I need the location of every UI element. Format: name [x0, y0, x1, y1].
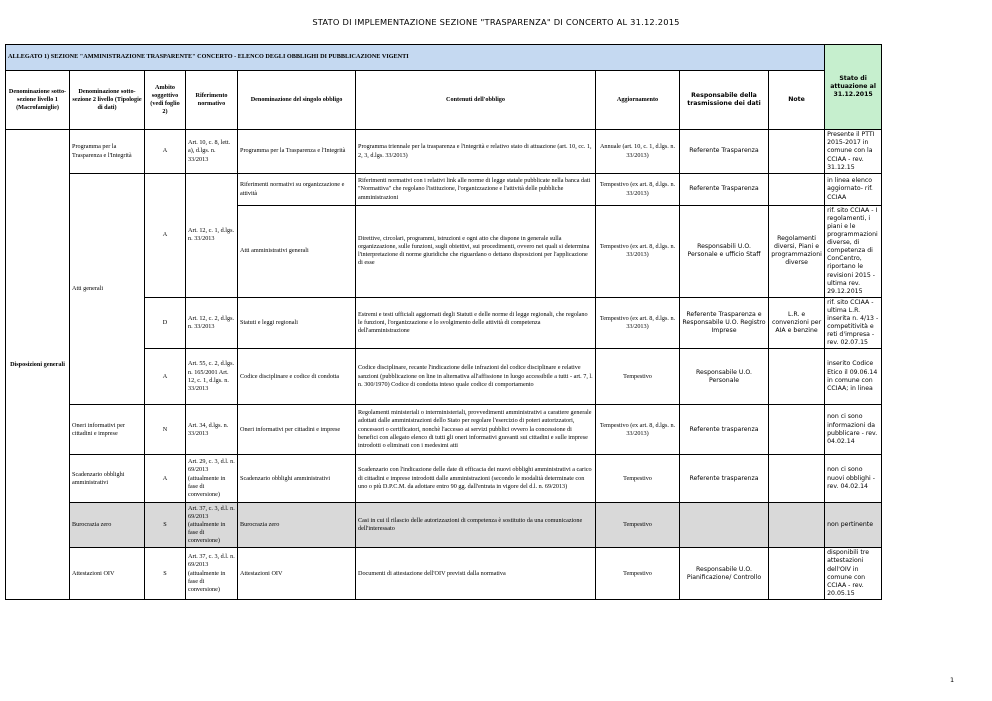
row-scope: A — [145, 349, 186, 405]
row-status: Presente il PTTI 2015-2017 in comune con la CCIAA - rev. 31.12.15 — [825, 130, 882, 174]
obligations-table — [5, 44, 882, 600]
row-obligation: Oneri informativi per cittadini e imprese — [238, 405, 356, 455]
row-update: Tempestivo (ex art. 8, d.lgs. n. 33/2013) — [596, 174, 680, 206]
table-row — [6, 174, 882, 206]
row-obligation: Statuti e leggi regionali — [238, 297, 356, 348]
header-row — [6, 71, 882, 130]
row-status: rif. sito CCIAA - I regolamenti, i piani e le programmazioni diverse, di competenza di ConCentro, riportano le revisioni 2015 - ultima rev. 29.12.2015 — [825, 206, 882, 298]
row-contents: Regolamenti ministeriali o interministeriali, provvedimenti amministrativi a carattere generale adottati dalle amministrazioni dello Stato per regolare l'esercizio di poteri autorizzatori, concessori o certificatori, nonchè l'accesso ai servizi pubblici ovvero la concessione di benefici con allegato elenco di tutti gli oneri informativi gravanti sui cittadini e sulle imprese introdotti o eliminati con i medesimi atti — [356, 405, 596, 455]
row-sub: Scadenzario obblighi amministrativi — [70, 455, 145, 503]
row-notes — [769, 405, 825, 455]
row-update: Tempestivo (ex art. 8, d.lgs. n. 33/2013) — [596, 405, 680, 455]
row-responsible: Referente trasparenza — [680, 405, 769, 455]
row-notes — [769, 174, 825, 206]
row-notes — [769, 349, 825, 405]
macro-family-cell: Disposizioni generali — [6, 130, 70, 600]
status-column-header: Stato di attuazione al 31.12.2015 — [825, 45, 882, 130]
row-notes — [769, 130, 825, 174]
row-obligation: Burocrazia zero — [238, 503, 356, 548]
row-responsible — [680, 503, 769, 548]
row-responsible: Referente Trasparenza e Responsabile U.O. Registro Imprese — [680, 297, 769, 348]
row-norm: Art. 10, c. 8, lett. a), d.lgs. n. 33/2013 — [186, 130, 238, 174]
row-notes — [769, 548, 825, 600]
row-update: Tempestivo — [596, 455, 680, 503]
row-responsible: Responsabile U.O. Personale — [680, 349, 769, 405]
row-scope: S — [145, 548, 186, 600]
header-update: Aggiornamento — [596, 71, 680, 130]
row-norm: Art. 55, c. 2, d.lgs. n. 165/2001 Art. 12, c. 1, d.lgs. n. 33/2013 — [186, 349, 238, 405]
row-contents: Riferimenti normativi con i relativi link alle norme di legge statale pubblicate nella banca dati "Normattiva" che regolano l'istituzione, l'organizzazione e l'attività delle pubbliche amministrazioni — [356, 174, 596, 206]
row-update: Tempestivo (ex art. 8, d.lgs. n. 33/2013) — [596, 206, 680, 298]
row-obligation: Riferimenti normativi su organizzazione e attività — [238, 174, 356, 206]
header-notes: Note — [769, 71, 825, 130]
row-responsible: Responsabili U.O. Personale e ufficio Staff — [680, 206, 769, 298]
row-scope: A — [145, 130, 186, 174]
table-row — [6, 130, 882, 174]
row-obligation: Scadenzario obblighi amministrativi — [238, 455, 356, 503]
table-row — [6, 503, 882, 548]
row-norm: Art. 37, c. 3, d.l. n. 69/2013 (attualmente in fase di conversione) — [186, 548, 238, 600]
header-macro: Denominazione sotto-sezione livello 1 (Macrofamiglie) — [6, 71, 70, 130]
row-scope: A — [145, 174, 186, 298]
row-sub: Programma per la Trasparenza e l'Integrità — [70, 130, 145, 174]
table-row — [6, 455, 882, 503]
row-scope: A — [145, 455, 186, 503]
row-obligation: Attestazioni OIV — [238, 548, 356, 600]
row-norm: Art. 34, d.lgs. n. 33/2013 — [186, 405, 238, 455]
header-obligation: Denominazione del singolo obbligo — [238, 71, 356, 130]
row-status: non ci sono nuovi obblighi - rev. 04.02.14 — [825, 455, 882, 503]
table-banner: ALLEGATO 1) SEZIONE "AMMINISTRAZIONE TRASPARENTE" CONCERTO - ELENCO DEGLI OBBLIGHI DI PUBBLICAZIONE VIGENTI — [6, 45, 825, 71]
row-notes — [769, 455, 825, 503]
row-contents: Casi in cui il rilascio delle autorizzazioni di competenza è sostituito da una comunicazione dell'interessato — [356, 503, 596, 548]
row-status: non ci sono informazioni da pubblicare - rev. 04.02.14 — [825, 405, 882, 455]
row-status: non pertinente — [825, 503, 882, 548]
header-sub: Denominazione sotto-sezione 2 livello (Tipologie di dati) — [70, 71, 145, 130]
row-notes — [769, 503, 825, 548]
row-contents: Scadenzario con l'indicazione delle date di efficacia dei nuovi obblighi amministrativi a carico di cittadini e imprese introdotti dalle amministrazioni (secondo le modalità determinate con uno o più D.P.C.M. da adottare entro 90 gg. dall'entrata in vigore del d.l. n. 69/2013) — [356, 455, 596, 503]
row-contents: Codice disciplinare, recante l'indicazione delle infrazioni del codice disciplinare e relative sanzioni (pubblicazione on line in alternativa all'affissione in luogo accessibile a tutti - art. 7, l. n. 300/1970) Codice di condotta inteso quale codice di comportamento — [356, 349, 596, 405]
row-contents: Direttive, circolari, programmi, istruzioni e ogni atto che dispone in generale sulla organizzazione, sulle funzioni, sugli obiettivi, sui procedimenti, ovvero nei quali si determina l'interpretazione di norme giuridiche che riguardano o dettano disposizioni per l'applicazione di esse — [356, 206, 596, 298]
row-update: Tempestivo — [596, 503, 680, 548]
row-responsible: Referente Trasparenza — [680, 174, 769, 206]
row-status: rif. sito CCIAA - ultima L.R. inserita n. 4/13 - competitività e reti d'impresa - rev. 02.07.15 — [825, 297, 882, 348]
row-responsible: Referente trasparenza — [680, 455, 769, 503]
group-atti-generali: Atti generali — [70, 174, 145, 405]
row-norm: Art. 29, c. 3, d.l. n. 69/2013 (attualmente in fase di conversione) — [186, 455, 238, 503]
row-scope: D — [145, 297, 186, 348]
row-responsible: Responsabile U.O. Pianificazione/ Controllo — [680, 548, 769, 600]
table-row — [6, 405, 882, 455]
row-responsible: Referente Trasparenza — [680, 130, 769, 174]
row-sub: Attestazioni OIV — [70, 548, 145, 600]
row-update: Tempestivo (ex art. 8, d.lgs. n. 33/2013) — [596, 297, 680, 348]
row-scope: N — [145, 405, 186, 455]
row-norm: Art. 12, c. 1, d.lgs. n. 33/2013 — [186, 174, 238, 298]
row-update: Tempestivo — [596, 349, 680, 405]
row-status: inserito Codice Etico il 09.06.14 in comune con CCIAA; in linea — [825, 349, 882, 405]
row-scope: S — [145, 503, 186, 548]
table-row — [6, 548, 882, 600]
header-responsible: Responsabile della trasmissione dei dati — [680, 71, 769, 130]
page-number: 1 — [950, 676, 955, 684]
header-contents: Contenuti dell'obbligo — [356, 71, 596, 130]
row-contents: Documenti di attestazione dell'OIV previsti dalla normativa — [356, 548, 596, 600]
document-title: STATO DI IMPLEMENTAZIONE SEZIONE "TRASPARENZA" DI CONCERTO AL 31.12.2015 — [312, 17, 680, 27]
row-obligation: Programma per la Trasparenza e l'Integrità — [238, 130, 356, 174]
row-obligation: Codice disciplinare e codice di condotta — [238, 349, 356, 405]
row-notes: Regolamenti diversi, Piani e programmazioni diverse — [769, 206, 825, 298]
header-scope: Ambito soggettivo (vedi foglio 2) — [145, 71, 186, 130]
row-update: Tempestivo — [596, 548, 680, 600]
row-status: disponibili tre attestazioni dell'OIV in comune con CCIAA - rev. 20.05.15 — [825, 548, 882, 600]
header-norm: Riferimento normativo — [186, 71, 238, 130]
row-norm: Art. 37, c. 3, d.l. n. 69/2013 (attualmente in fase di conversione) — [186, 503, 238, 548]
row-update: Annuale (art. 10, c. 1, d.lgs. n. 33/2013) — [596, 130, 680, 174]
row-status: in linea elenco aggiornato- rif. CCIAA — [825, 174, 882, 206]
row-sub: Oneri informativi per cittadini e imprese — [70, 405, 145, 455]
row-norm: Art. 12, c. 2, d.lgs. n. 33/2013 — [186, 297, 238, 348]
row-contents: Programma triennale per la trasparenza e l'integrità e relativo stato di attuazione (art. 10, cc. 1, 2, 3, d.lgs. 33/2013) — [356, 130, 596, 174]
row-obligation: Atti amministrativi generali — [238, 206, 356, 298]
row-sub: Burocrazia zero — [70, 503, 145, 548]
row-notes: L.R. e convenzioni per AIA e benzine — [769, 297, 825, 348]
row-contents: Estremi e testi ufficiali aggiornati degli Statuti e delle norme di legge regionali, che regolano le funzioni, l'organizzazione e lo svolgimento delle attività di competenza dell'amministrazione — [356, 297, 596, 348]
